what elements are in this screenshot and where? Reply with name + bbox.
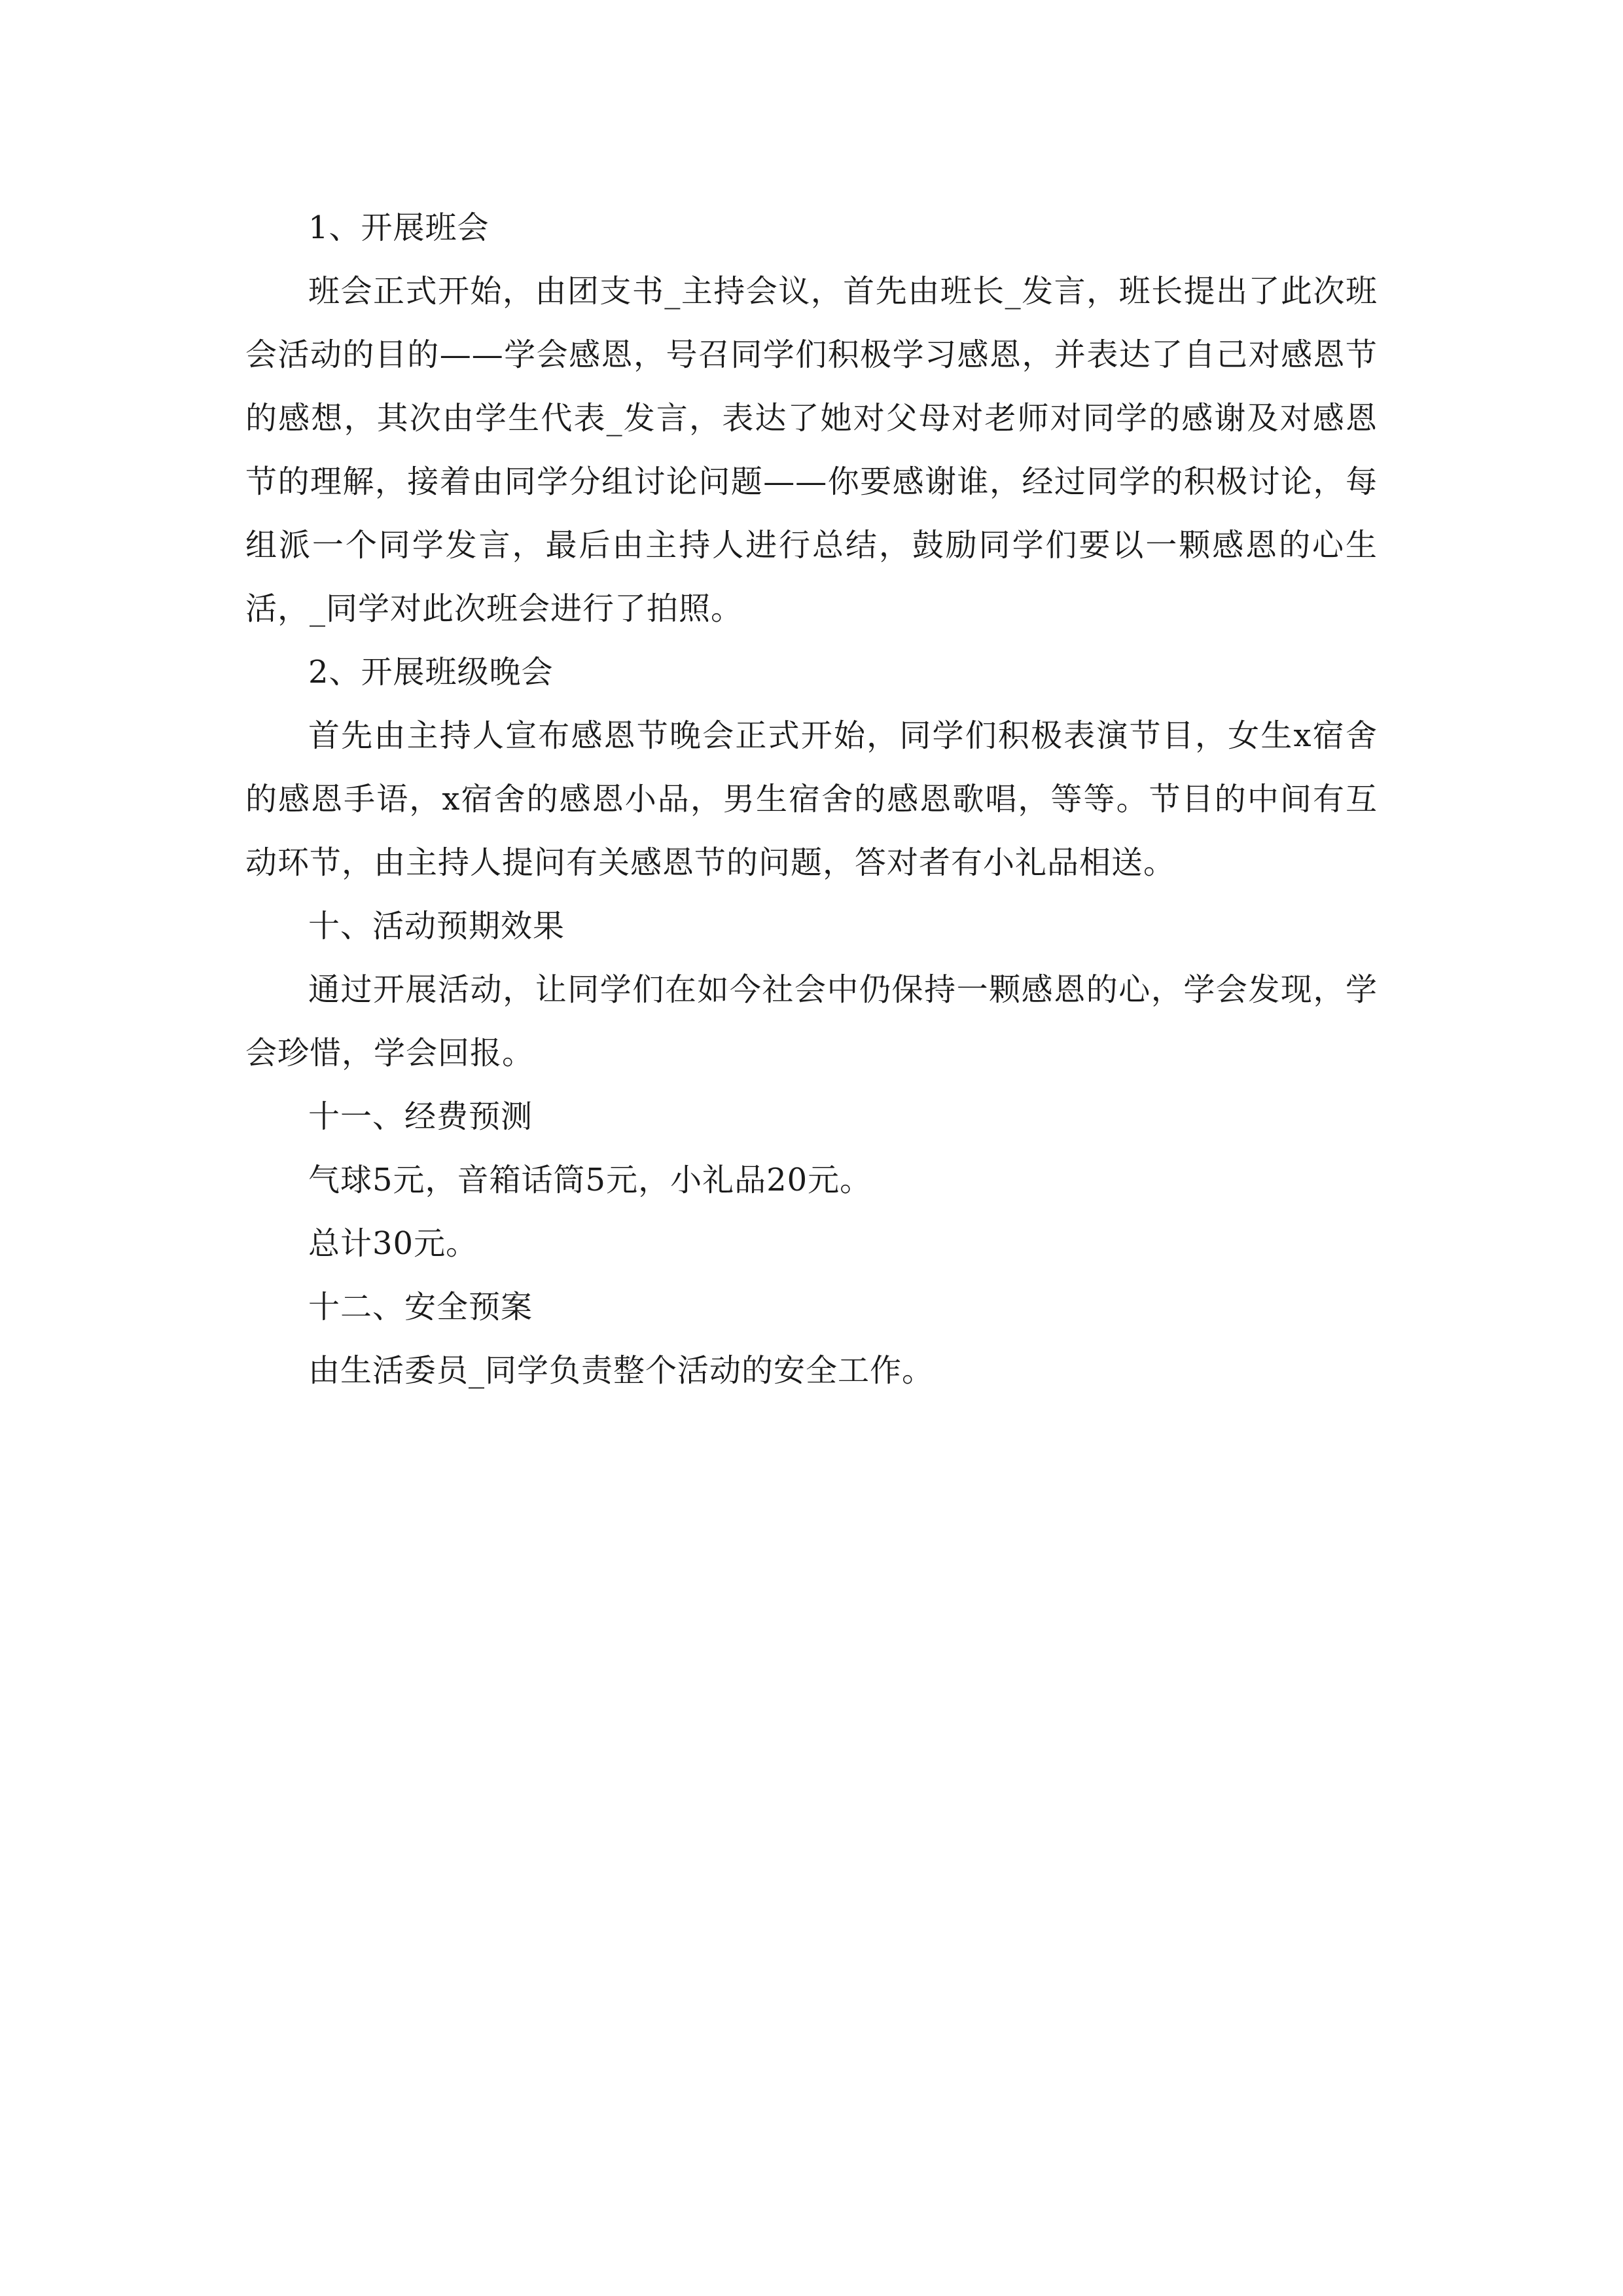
section-heading-budget: 十一、经费预测 [308,1098,533,1135]
section-heading-expected-effect: 十、活动预期效果 [308,908,565,944]
paragraph-safety: 由生活委员_同学负责整个活动的安全工作。 [308,1352,935,1389]
section-heading-class-party: 2、开展班级晚会 [308,654,554,691]
paragraph-class-meeting: 班会正式开始，由团支书_主持会议，首先由班长_发言，班长提出了此次班会活动的目的——学会感恩，号召同学们积极学习感恩，并表达了自己对感恩节的感想，其次由学生代表_发言，表达了她对父母对老师对同学的感谢及对感恩节的理解，接着由同学分组讨论问题——你要感谢谁，经过同学的积极讨论，每组派一个同学发言，最后由主持人进行总结，鼓励同学们要以一颗感恩的心生活，_同学对此次班会进行了拍照。 [245,273,1378,627]
paragraph-budget-items: 气球5元，音箱话筒5元，小礼品20元。 [308,1162,872,1198]
paragraph-budget-total: 总计30元。 [308,1225,478,1262]
document-body [245,196,1378,1403]
paragraph-expected-effect: 通过开展活动，让同学们在如今社会中仍保持一颗感恩的心，学会发现，学会珍惜，学会回报。 [245,971,1378,1071]
section-heading-class-meeting: 1、开展班会 [308,209,490,246]
paragraph-class-party: 首先由主持人宣布感恩节晚会正式开始，同学们积极表演节目，女生x宿舍的感恩手语，x宿舍的感恩小品，男生宿舍的感恩歌唱，等等。节目的中间有互动环节，由主持人提问有关感恩节的问题，答对者有小礼品相送。 [245,717,1378,881]
section-heading-safety: 十二、安全预案 [308,1289,533,1325]
